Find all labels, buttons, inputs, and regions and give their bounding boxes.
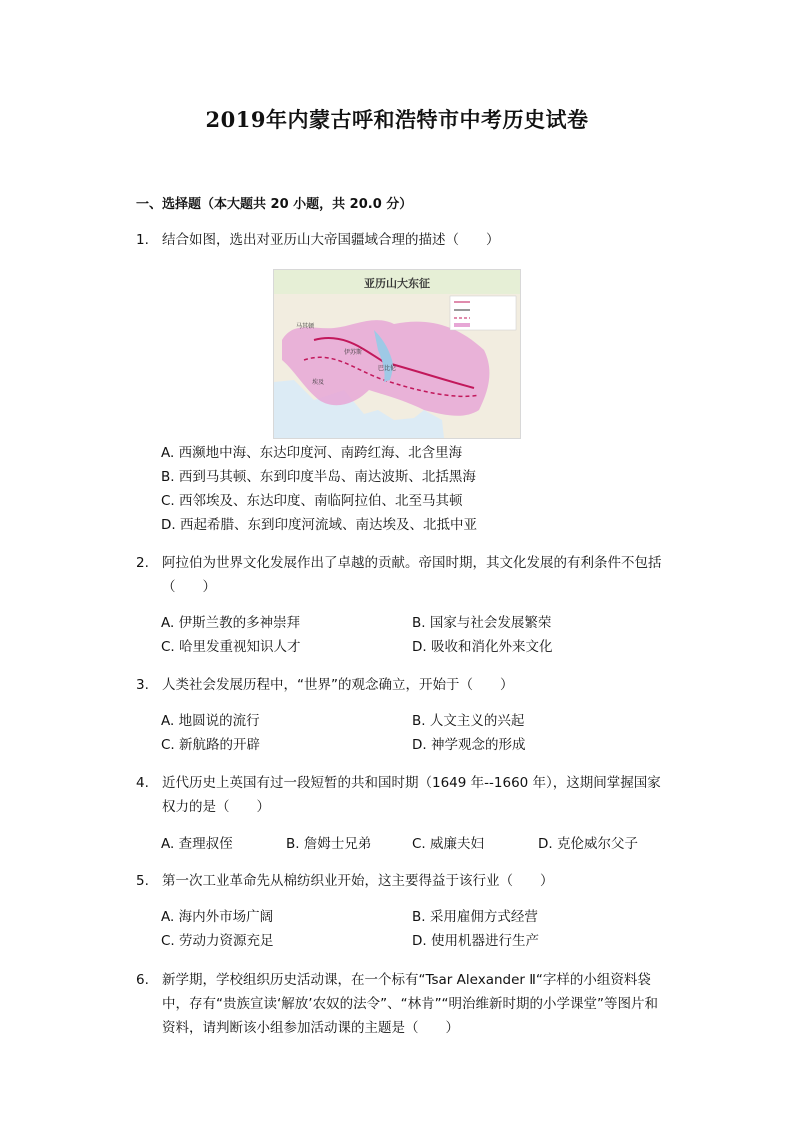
question-number: 1. bbox=[136, 232, 149, 248]
question-number: 4. bbox=[136, 775, 149, 791]
section-heading: 一、选择题（本大题共 20 小题，共 20.0 分） bbox=[136, 197, 413, 212]
option-d: D. 神学观念的形成 bbox=[412, 737, 526, 753]
option-a: A. 查理叔侄 bbox=[161, 836, 233, 852]
question-text: 新学期，学校组织历史活动课，在一个标有“Tsar Alexander Ⅱ“字样的小组资料袋中，存有“贵族宣读‘解放’农奴的法令”、“林肯”“明治维新时期的小学课堂”等图片和资料，请判断该小组参加活动课的主题是（ ） bbox=[162, 972, 659, 1036]
option-c: C. 西邻埃及、东达印度、南临阿拉伯、北至马其顿 bbox=[161, 493, 463, 509]
page-title: 2019年内蒙古呼和浩特市中考历史试卷 bbox=[205, 107, 589, 132]
question-4 bbox=[136, 771, 664, 819]
map-title: 亚历山大东征 bbox=[364, 277, 430, 290]
question-1 bbox=[136, 228, 664, 252]
question-text: 人类社会发展历程中，“世界”的观念确立，开始于（ ） bbox=[162, 677, 514, 693]
question-text: 近代历史上英国有过一段短暂的共和国时期（1649 年--1660 年），这期间掌握国家权力的是（ ） bbox=[162, 775, 661, 815]
question-text: 阿拉伯为世界文化发展作出了卓越的贡献。帝国时期，其文化发展的有利条件不包括（ ） bbox=[162, 555, 662, 595]
option-a: A. 海内外市场广阔 bbox=[161, 909, 274, 925]
option-c: C. 哈里发重视知识人才 bbox=[161, 639, 301, 655]
question-number: 5. bbox=[136, 873, 149, 889]
question-3 bbox=[136, 673, 664, 697]
option-d: D. 克伦威尔父子 bbox=[538, 836, 638, 852]
question-2 bbox=[136, 551, 664, 599]
map-figure bbox=[273, 269, 521, 439]
option-a: A. 地圆说的流行 bbox=[161, 713, 260, 729]
option-b: B. 西到马其顿、东到印度半岛、南达波斯、北括黑海 bbox=[161, 469, 476, 485]
option-b: B. 国家与社会发展繁荣 bbox=[412, 615, 552, 631]
option-d: D. 西起希腊、东到印度河流域、南达埃及、北抵中亚 bbox=[161, 517, 477, 533]
question-5 bbox=[136, 869, 664, 893]
option-d: D. 吸收和消化外来文化 bbox=[412, 639, 553, 655]
question-number: 3. bbox=[136, 677, 149, 693]
option-b: B. 詹姆士兄弟 bbox=[286, 836, 372, 852]
option-c: C. 劳动力资源充足 bbox=[161, 933, 274, 949]
map-place-label: 埃及 bbox=[312, 379, 325, 386]
question-text: 第一次工业革命先从棉纺织业开始，这主要得益于该行业（ ） bbox=[162, 873, 554, 889]
question-text: 结合如图，选出对亚历山大帝国疆域合理的描述（ ） bbox=[162, 232, 500, 248]
question-6 bbox=[136, 968, 664, 1040]
option-c: C. 新航路的开辟 bbox=[161, 737, 261, 753]
option-b: B. 采用雇佣方式经营 bbox=[412, 909, 538, 925]
map-place-label: 马其顿 bbox=[296, 323, 315, 330]
question-number: 6. bbox=[136, 972, 149, 988]
map-place-label: 伊苏斯 bbox=[344, 349, 363, 356]
map-image bbox=[274, 270, 520, 438]
option-a: A. 伊斯兰教的多神崇拜 bbox=[161, 615, 301, 631]
option-a: A. 西濒地中海、东达印度河、南跨红海、北含里海 bbox=[161, 445, 463, 461]
map-place-label: 巴比伦 bbox=[378, 365, 397, 372]
option-b: B. 人文主义的兴起 bbox=[412, 713, 525, 729]
question-number: 2. bbox=[136, 555, 149, 571]
option-d: D. 使用机器进行生产 bbox=[412, 933, 539, 949]
option-c: C. 威廉夫妇 bbox=[412, 836, 485, 852]
